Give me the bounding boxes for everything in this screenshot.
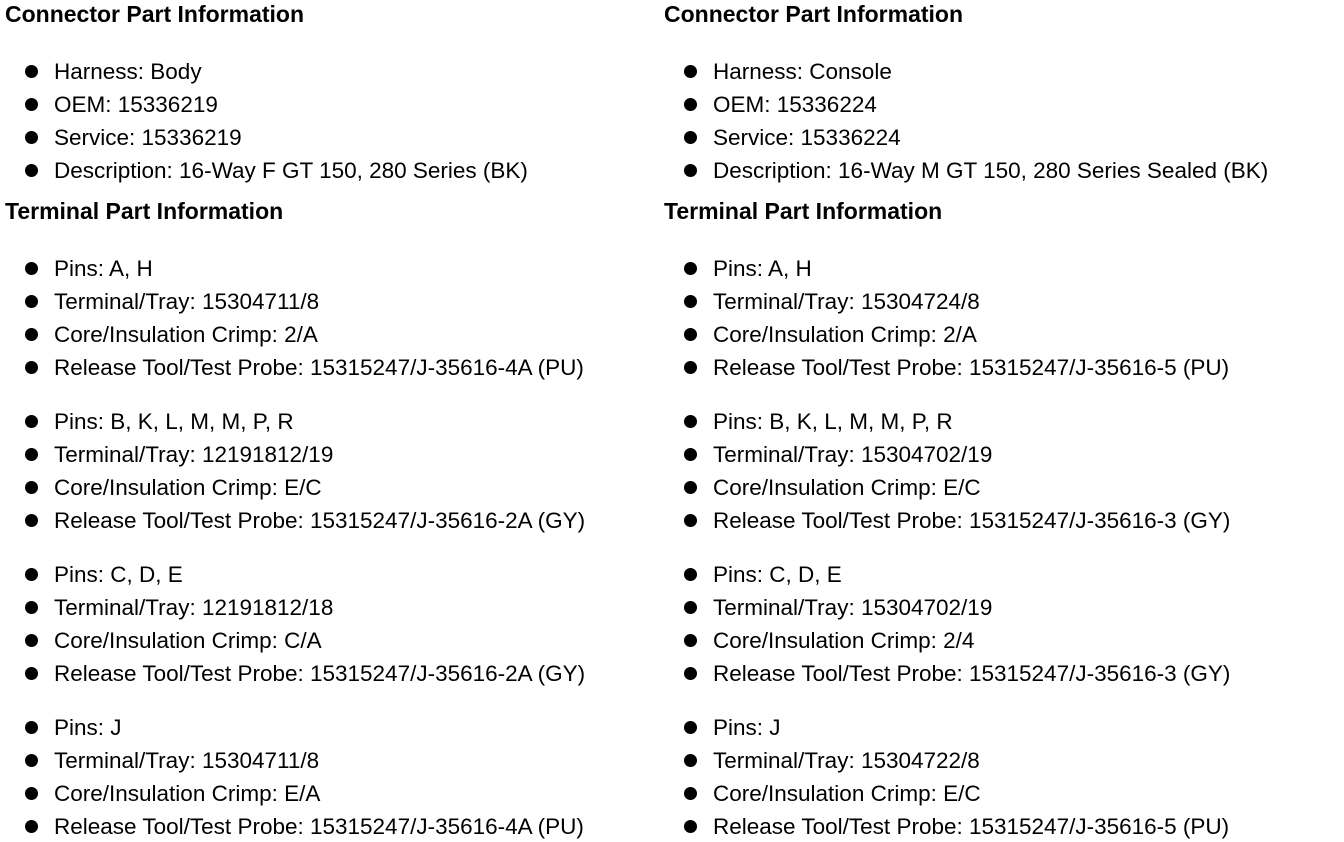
- bullet-icon: [684, 514, 697, 527]
- list-item: Terminal/Tray: 15304702/19: [664, 591, 1344, 624]
- bullet-icon: [684, 415, 697, 428]
- list-item: Core/Insulation Crimp: E/A: [5, 777, 655, 810]
- list-item: Release Tool/Test Probe: 15315247/J-35616-4A (PU): [5, 351, 655, 384]
- terminal-group-list: [5, 558, 655, 690]
- bullet-icon: [684, 634, 697, 647]
- bullet-icon: [25, 164, 38, 177]
- list-item: OEM: 15336219: [5, 88, 655, 121]
- list-item: Pins: A, H: [664, 252, 1344, 285]
- bullet-icon: [684, 481, 697, 494]
- bullet-icon: [25, 448, 38, 461]
- list-item: Release Tool/Test Probe: 15315247/J-35616-3 (GY): [664, 504, 1344, 537]
- terminal-group-list: [664, 558, 1344, 690]
- list-item: Terminal/Tray: 15304711/8: [5, 285, 655, 318]
- bullet-icon: [25, 754, 38, 767]
- bullet-icon: [25, 514, 38, 527]
- list-item: Description: 16-Way F GT 150, 280 Series (BK): [5, 154, 655, 187]
- list-item: Harness: Console: [664, 55, 1344, 88]
- list-item: Release Tool/Test Probe: 15315247/J-35616-2A (GY): [5, 504, 655, 537]
- list-item: Terminal/Tray: 15304702/19: [664, 438, 1344, 471]
- bullet-icon: [684, 295, 697, 308]
- list-item: Pins: C, D, E: [5, 558, 655, 591]
- list-item: Core/Insulation Crimp: 2/A: [664, 318, 1344, 351]
- list-item: Core/Insulation Crimp: E/C: [5, 471, 655, 504]
- list-item: Pins: J: [5, 711, 655, 744]
- bullet-icon: [25, 262, 38, 275]
- terminal-group-list: [664, 252, 1344, 384]
- bullet-icon: [684, 164, 697, 177]
- connector-heading: Connector Part Information: [5, 1, 305, 27]
- list-item: Core/Insulation Crimp: 2/A: [5, 318, 655, 351]
- bullet-icon: [25, 601, 38, 614]
- list-item: Pins: C, D, E: [664, 558, 1344, 591]
- bullet-icon: [25, 481, 38, 494]
- bullet-icon: [684, 98, 697, 111]
- bullet-icon: [684, 787, 697, 800]
- bullet-icon: [684, 262, 697, 275]
- list-item: Terminal/Tray: 12191812/18: [5, 591, 655, 624]
- bullet-icon: [684, 328, 697, 341]
- bullet-icon: [25, 328, 38, 341]
- list-item: Core/Insulation Crimp: E/C: [664, 471, 1344, 504]
- terminal-group-list: [664, 405, 1344, 537]
- list-item: Pins: A, H: [5, 252, 655, 285]
- terminal-heading: Terminal Part Information: [664, 198, 943, 224]
- right-connector-column: [664, 0, 1344, 842]
- bullet-icon: [684, 820, 697, 833]
- list-item: Release Tool/Test Probe: 15315247/J-35616-2A (GY): [5, 657, 655, 690]
- bullet-icon: [684, 601, 697, 614]
- connector-heading: Connector Part Information: [664, 1, 964, 27]
- bullet-icon: [684, 667, 697, 680]
- bullet-icon: [25, 361, 38, 374]
- bullet-icon: [25, 820, 38, 833]
- list-item: Terminal/Tray: 15304724/8: [664, 285, 1344, 318]
- bullet-icon: [684, 361, 697, 374]
- bullet-icon: [25, 295, 38, 308]
- bullet-icon: [684, 448, 697, 461]
- left-connector-column: [5, 0, 655, 842]
- bullet-icon: [684, 721, 697, 734]
- list-item: Release Tool/Test Probe: 15315247/J-35616-5 (PU): [664, 810, 1344, 842]
- bullet-icon: [25, 667, 38, 680]
- list-item: Service: 15336219: [5, 121, 655, 154]
- list-item: Description: 16-Way M GT 150, 280 Series Sealed (BK): [664, 154, 1344, 187]
- connector-info-list: [5, 55, 655, 187]
- bullet-icon: [684, 754, 697, 767]
- list-item: OEM: 15336224: [664, 88, 1344, 121]
- bullet-icon: [25, 131, 38, 144]
- bullet-icon: [25, 634, 38, 647]
- terminal-group-list: [5, 252, 655, 384]
- bullet-icon: [684, 568, 697, 581]
- terminal-heading: Terminal Part Information: [5, 198, 284, 224]
- list-item: Harness: Body: [5, 55, 655, 88]
- list-item: Core/Insulation Crimp: C/A: [5, 624, 655, 657]
- list-item: Terminal/Tray: 15304711/8: [5, 744, 655, 777]
- bullet-icon: [25, 415, 38, 428]
- list-item: Release Tool/Test Probe: 15315247/J-35616-5 (PU): [664, 351, 1344, 384]
- list-item: Pins: J: [664, 711, 1344, 744]
- bullet-icon: [25, 98, 38, 111]
- list-item: Pins: B, K, L, M, M, P, R: [664, 405, 1344, 438]
- list-item: Core/Insulation Crimp: 2/4: [664, 624, 1344, 657]
- terminal-group-list: [5, 405, 655, 537]
- bullet-icon: [684, 131, 697, 144]
- list-item: Terminal/Tray: 15304722/8: [664, 744, 1344, 777]
- list-item: Service: 15336224: [664, 121, 1344, 154]
- list-item: Terminal/Tray: 12191812/19: [5, 438, 655, 471]
- terminal-group-list: [5, 711, 655, 842]
- list-item: Pins: B, K, L, M, M, P, R: [5, 405, 655, 438]
- bullet-icon: [25, 721, 38, 734]
- bullet-icon: [25, 65, 38, 78]
- connector-info-list: [664, 55, 1344, 187]
- list-item: Core/Insulation Crimp: E/C: [664, 777, 1344, 810]
- list-item: Release Tool/Test Probe: 15315247/J-35616-3 (GY): [664, 657, 1344, 690]
- bullet-icon: [25, 787, 38, 800]
- list-item: Release Tool/Test Probe: 15315247/J-35616-4A (PU): [5, 810, 655, 842]
- bullet-icon: [684, 65, 697, 78]
- terminal-group-list: [664, 711, 1344, 842]
- bullet-icon: [25, 568, 38, 581]
